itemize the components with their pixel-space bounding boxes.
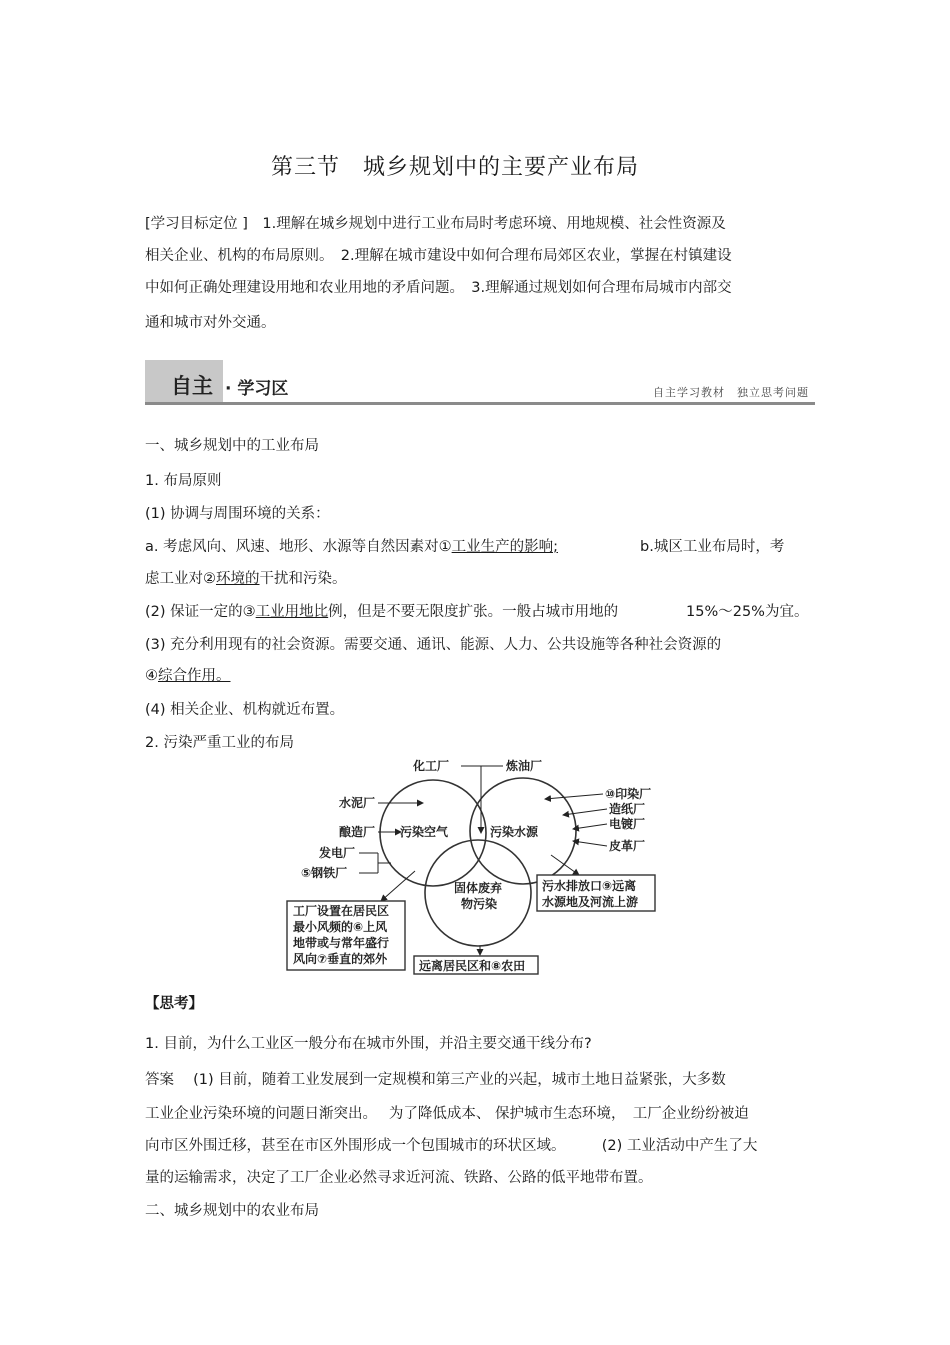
steel-plant-label: ⑤钢铁厂: [301, 866, 348, 880]
plating-plant-label: 电镀厂: [609, 817, 646, 831]
objectives-line-4: 通和城市对外交通。: [145, 315, 276, 331]
water-pollution-label: 污染水源: [490, 825, 539, 839]
principle-4: (4) 相关企业、机构就近布置。: [145, 702, 345, 718]
think-label: 【思考】: [145, 996, 203, 1012]
dye-plant-label: ⑩印染厂: [605, 787, 652, 801]
principle-1: (1) 协调与周围环境的关系：: [145, 506, 330, 522]
principle-1b-end: 干扰和污染。: [259, 571, 347, 587]
power-plant-label: 发电厂: [319, 846, 356, 860]
principle-2-text: (2) 保证一定的③: [145, 604, 256, 620]
think-question-1: 1. 目前，为什么工业区一般分布在城市外围，并沿主要交通干线分布?: [145, 1036, 592, 1052]
wastewater-rule-line-1: 污水排放口⑨远离: [542, 879, 637, 893]
think-answer-line-2: 工业企业污染环境的问题日渐突出。 为了降低成本、 保护城市生态环境， 工厂企业纷纷被迫: [145, 1106, 749, 1122]
section-banner: [145, 360, 815, 406]
chem-plant-label: 化工厂: [413, 759, 450, 773]
objectives-line-2: 相关企业、机构的布局原则。 2.理解在城市建设中如何合理布局郊区农业，掌握在村镇建设: [145, 248, 732, 264]
principle-1b: b.城区工业布局时，考: [640, 539, 785, 555]
objectives-line-1: [学习目标定位 ] 1.理解在城乡规划中进行工业布局时考虑环境、用地规模、社会性资源及: [145, 216, 726, 232]
think-answer-line-1: 答案 (1) 目前，随着工业发展到一定规模和第三产业的兴起，城市土地日益紧张，大多数: [145, 1072, 726, 1088]
answer-3: 工业用地比: [255, 604, 329, 620]
residential-rule-line-2: 最小风频的⑥上风: [293, 920, 388, 934]
principle-2-percent: 15%～25%为宜。: [686, 604, 809, 620]
solid-waste-label-2: 物污染: [461, 897, 498, 911]
paper-mill-label: 造纸厂: [609, 802, 646, 816]
objectives-line-3: 中如何正确处理建设用地和农业用地的矛盾问题。 3.理解通过规划如何合理布局城市内部交: [145, 280, 732, 296]
banner-sub-label: · 学习区: [225, 379, 289, 399]
air-pollution-label: 污染空气: [400, 825, 449, 839]
principle-1a: [145, 535, 558, 556]
tannery-label: 皮革厂: [609, 839, 646, 853]
pollution-diagram: [283, 755, 668, 977]
principle-3-mark: ④: [145, 668, 158, 684]
think-answer-line-4: 量的运输需求，决定了工厂企业必然寻求近河流、铁路、公路的低平地带布置。: [145, 1170, 653, 1186]
pollution-heading: 2. 污染严重工业的布局: [145, 735, 294, 751]
solid-waste-label-1: 固体废弃: [454, 881, 503, 895]
oil-plant-label: 炼油厂: [506, 759, 543, 773]
residential-rule-line-4: 风向⑦垂直的郊外: [293, 952, 388, 966]
principle-1b-cont: [145, 567, 347, 588]
answer-4: 综合作用。: [158, 668, 231, 684]
think-answer-line-3: 向市区外围迁移，甚至在市区外围形成一个包围城市的环状区域。 (2) 工业活动中产生了大: [145, 1138, 758, 1154]
principle-3-cont: [145, 664, 231, 685]
banner-rule: [145, 402, 815, 405]
residential-rule-line-1: 工厂设置在居民区: [293, 904, 390, 918]
farmland-rule-label: 远离居民区和⑧农田: [419, 959, 526, 973]
answer-1: 工业生产的影响;: [451, 539, 558, 555]
cement-plant-label: 水泥厂: [339, 796, 376, 810]
principle-2-end: 例，但是不要无限度扩张。一般占城市用地的: [328, 604, 619, 620]
page-title: 第三节 城乡规划中的主要产业布局: [271, 155, 640, 180]
brewery-label: 酿造厂: [339, 825, 376, 839]
wastewater-rule-line-2: 水源地及河流上游: [542, 895, 639, 909]
principle-2: [145, 600, 618, 621]
principle-1a-text: a. 考虑风向、风速、地形、水源等自然因素对①: [145, 539, 452, 555]
section2-heading: 二、城乡规划中的农业布局: [145, 1203, 319, 1219]
banner-right-label: 自主学习教材 独立思考问题: [653, 386, 809, 399]
answer-2: 环境的: [216, 571, 260, 587]
section1-heading: 一、城乡规划中的工业布局: [145, 438, 319, 454]
principle-1b-text: 虑工业对②: [145, 571, 216, 587]
banner-main-label: 自主: [171, 374, 213, 398]
principle-3: (3) 充分利用现有的社会资源。需要交通、通讯、能源、人力、公共设施等各种社会资源的: [145, 637, 722, 653]
residential-rule-line-3: 地带或与常年盛行: [293, 936, 390, 950]
principle-heading: 1. 布局原则: [145, 473, 222, 489]
